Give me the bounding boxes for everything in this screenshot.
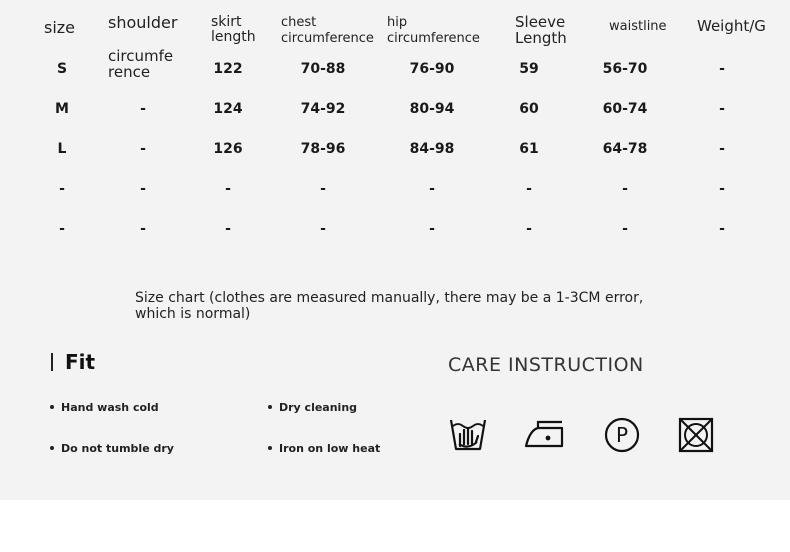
table-cell: 84-98 xyxy=(409,141,455,157)
table-cell: 61 xyxy=(519,141,539,157)
table-cell: 60-74 xyxy=(602,101,648,117)
table-cell: - xyxy=(429,221,435,237)
header-waistline: waistline xyxy=(609,19,667,34)
table-cell: - xyxy=(526,221,532,237)
table-cell: 60 xyxy=(519,101,539,117)
table-cell: - xyxy=(719,101,725,117)
iron-icon xyxy=(522,418,566,452)
bullet-icon xyxy=(268,446,272,450)
table-cell: M xyxy=(55,101,69,117)
table-cell: - xyxy=(622,181,628,197)
table-cell: - xyxy=(320,181,326,197)
table-cell: 80-94 xyxy=(409,101,455,117)
table-cell: 64-78 xyxy=(602,141,648,157)
header-hip-circumference: hip circumference xyxy=(387,15,480,46)
care-instruction-title: CARE INSTRUCTION xyxy=(448,354,644,376)
bullet-icon xyxy=(50,405,54,409)
table-cell: 78-96 xyxy=(300,141,346,157)
table-cell: S xyxy=(56,61,68,77)
table-cell: - xyxy=(719,61,725,77)
svg-text:P: P xyxy=(615,423,629,447)
table-cell: - xyxy=(719,221,725,237)
fit-item-iron-low-heat: Iron on low heat xyxy=(268,442,380,455)
fit-accent-bar xyxy=(51,353,53,371)
header-skirt-length: skirt length xyxy=(211,14,256,46)
table-cell: - xyxy=(140,181,146,197)
bullet-icon xyxy=(50,446,54,450)
table-cell: - xyxy=(59,221,65,237)
table-cell: 126 xyxy=(213,141,243,157)
table-cell: 70-88 xyxy=(300,61,346,77)
table-cell: - xyxy=(225,181,231,197)
table-cell: 122 xyxy=(213,61,243,77)
no-tumble-dry-icon xyxy=(677,416,715,454)
table-cell: - xyxy=(622,221,628,237)
bullet-icon xyxy=(268,405,272,409)
dry-clean-p-icon xyxy=(603,416,641,454)
fit-item-dry-cleaning: Dry cleaning xyxy=(268,401,357,414)
fit-item-hand-wash: Hand wash cold xyxy=(50,401,159,414)
fit-item-no-tumble-dry: Do not tumble dry xyxy=(50,442,174,455)
hand-wash-icon xyxy=(448,414,488,454)
table-cell: - xyxy=(320,221,326,237)
table-cell: L xyxy=(57,141,67,157)
header-size: size xyxy=(44,18,76,37)
table-cell: - xyxy=(429,181,435,197)
table-cell: - xyxy=(140,141,146,157)
fit-title: Fit xyxy=(65,350,96,374)
header-shoulder: shoulder xyxy=(108,13,178,32)
table-cell: 74-92 xyxy=(300,101,346,117)
header-sleeve-length: Sleeve Length xyxy=(515,13,567,47)
table-cell: 76-90 xyxy=(409,61,455,77)
table-cell: - xyxy=(59,181,65,197)
table-cell: - xyxy=(140,221,146,237)
size-chart-note: Size chart (clothes are measured manually, there may be a 1-3CM error, which is normal) xyxy=(135,290,644,323)
header-chest-circumference: chest circumference xyxy=(281,15,374,46)
header-shoulder-circumference: circumfe rence xyxy=(108,47,174,81)
table-cell: - xyxy=(719,181,725,197)
table-cell: - xyxy=(140,101,146,117)
table-cell: - xyxy=(225,221,231,237)
header-weight: Weight/G xyxy=(697,17,766,35)
table-cell: 124 xyxy=(213,101,243,117)
table-cell: - xyxy=(719,141,725,157)
table-cell: 59 xyxy=(519,61,539,77)
table-cell: - xyxy=(526,181,532,197)
table-cell: 56-70 xyxy=(602,61,648,77)
